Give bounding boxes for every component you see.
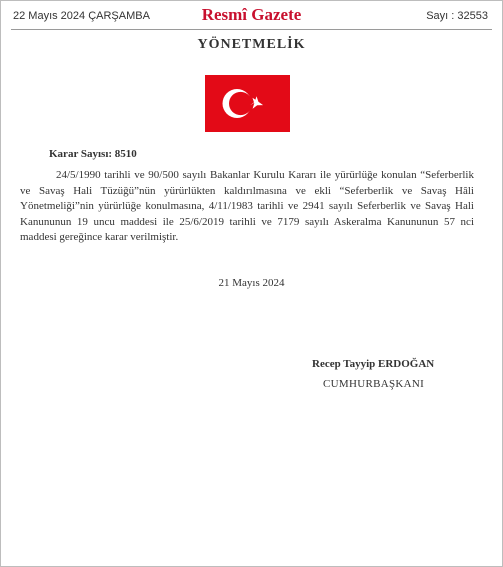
gazette-header xyxy=(1,1,502,31)
gazette-title: Resmî Gazete xyxy=(201,5,302,24)
decision-number: Karar Sayısı: 8510 xyxy=(49,148,137,160)
section-title: YÖNETMELİK xyxy=(197,37,306,52)
issue-number: Sayı : 32553 xyxy=(426,10,488,22)
decree-body: 24/5/1990 tarihli ve 90/500 sayılı Bakanlar Kurulu Kararı ile yürürlüğe konulan “Seferberlik ve Savaş Hali Tüzüğü”nün yürürlükten kaldırılmasına ve ekli “Seferberlik ve Savaş Hâli Yönetmeliği”nin yürürlüğe konulmasına, 4/11/1983 tarihli ve 2941 sayılı Seferberlik ve Savaş Hali Kanununun 19 uncu maddesi ile 25/6/2019 tarihli ve 7179 sayılı Askeralma Kanununun 57 nci maddesi gereğince karar verilmiştir. xyxy=(20,169,474,243)
turkish-flag-icon xyxy=(205,75,290,132)
signature-date: 21 Mayıs 2024 xyxy=(218,277,285,289)
signer-title: CUMHURBAŞKANI xyxy=(323,378,425,390)
issue-date: 22 Mayıs 2024 ÇARŞAMBA xyxy=(13,10,150,22)
header-divider xyxy=(11,29,492,30)
signer-name: Recep Tayyip ERDOĞAN xyxy=(312,358,435,370)
